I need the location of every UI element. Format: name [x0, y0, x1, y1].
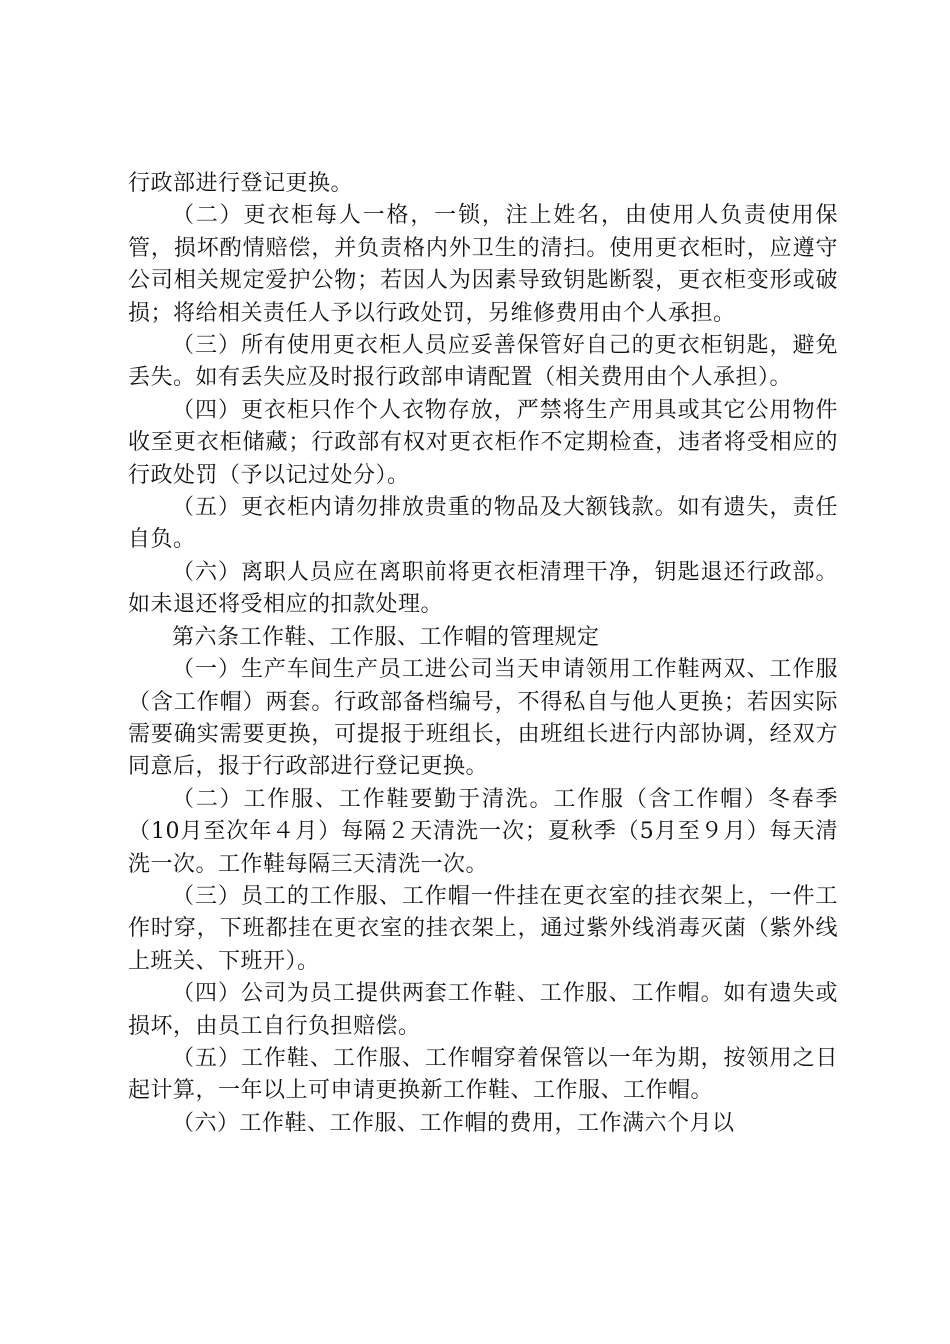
paragraph-uniform-3: （三）员工的工作服、工作帽一件挂在更衣室的挂衣架上，一件工作时穿，下班都挂在更衣室的挂衣架上，通过紫外线消毒灭菌（紫外线上班关、下班开）。	[128, 883, 838, 974]
article-six-heading: 第六条工作鞋、工作服、工作帽的管理规定	[172, 624, 600, 650]
paragraph-uniform-4: （四）公司为员工提供两套工作鞋、工作服、工作帽。如有遗失或损坏，由员工自行负担赔偿。	[128, 981, 838, 1039]
paragraph-uniform-6: （六）工作鞋、工作服、工作帽的费用，工作满六个月以	[172, 1110, 735, 1136]
paragraph-continuation: 行政部进行登记更换。	[128, 171, 354, 196]
paragraph-uniform-5: （五）工作鞋、工作服、工作帽穿着保管以一年为期，按领用之日起计算，一年以上可申请更换新工作鞋、工作服、工作帽。	[128, 1045, 838, 1104]
paragraph-locker-6: （六）离职人员应在离职前将更衣柜清理干净，钥匙退还行政部。如未退还将受相应的扣款处理。	[128, 559, 838, 618]
paragraph-locker-4: （四）更衣柜只作个人衣物存放，严禁将生产用具或其它公用物件收至更衣柜储藏；行政部有权对更衣柜作不定期检查，违者将受相应的行政处罚（予以记过处分）。	[128, 397, 838, 488]
document-page	[128, 168, 838, 1140]
paragraph-locker-3: （三）所有使用更衣柜人员应妥善保管好自己的更衣柜钥匙，避免丢失。如有丢失应及时报行政部申请配置（相关费用由个人承担）。	[128, 333, 838, 391]
paragraph-uniform-2: （二）工作服、工作鞋要勤于清洗。工作服（含工作帽）冬春季（10月至次年４月）每隔２天清洗一次；夏秋季（5月至９月）每天清洗一次。工作鞋每隔三天清洗一次。	[128, 786, 838, 877]
paragraph-locker-5: （五）更衣柜内请勿排放贵重的物品及大额钱款。如有遗失，责任自负。	[128, 495, 838, 553]
paragraph-uniform-1: （一）生产车间生产员工进公司当天申请领用工作鞋两双、工作服（含工作帽）两套。行政部备档编号，不得私自与他人更换；若因实际需要确实需要更换，可提报于班组长，由班组长进行内部协调，经双方同意后，报于行政部进行登记更换。	[128, 657, 838, 780]
paragraph-locker-2: （二）更衣柜每人一格，一锁，注上姓名，由使用人负责使用保管，损坏酌情赔偿，并负责格内外卫生的清扫。使用更衣柜时，应遵守公司相关规定爱护公物；若因人为因素导致钥匙断裂，更衣柜变形或破损；将给相关责任人予以行政处罚，另维修费用由个人承担。	[128, 203, 838, 326]
